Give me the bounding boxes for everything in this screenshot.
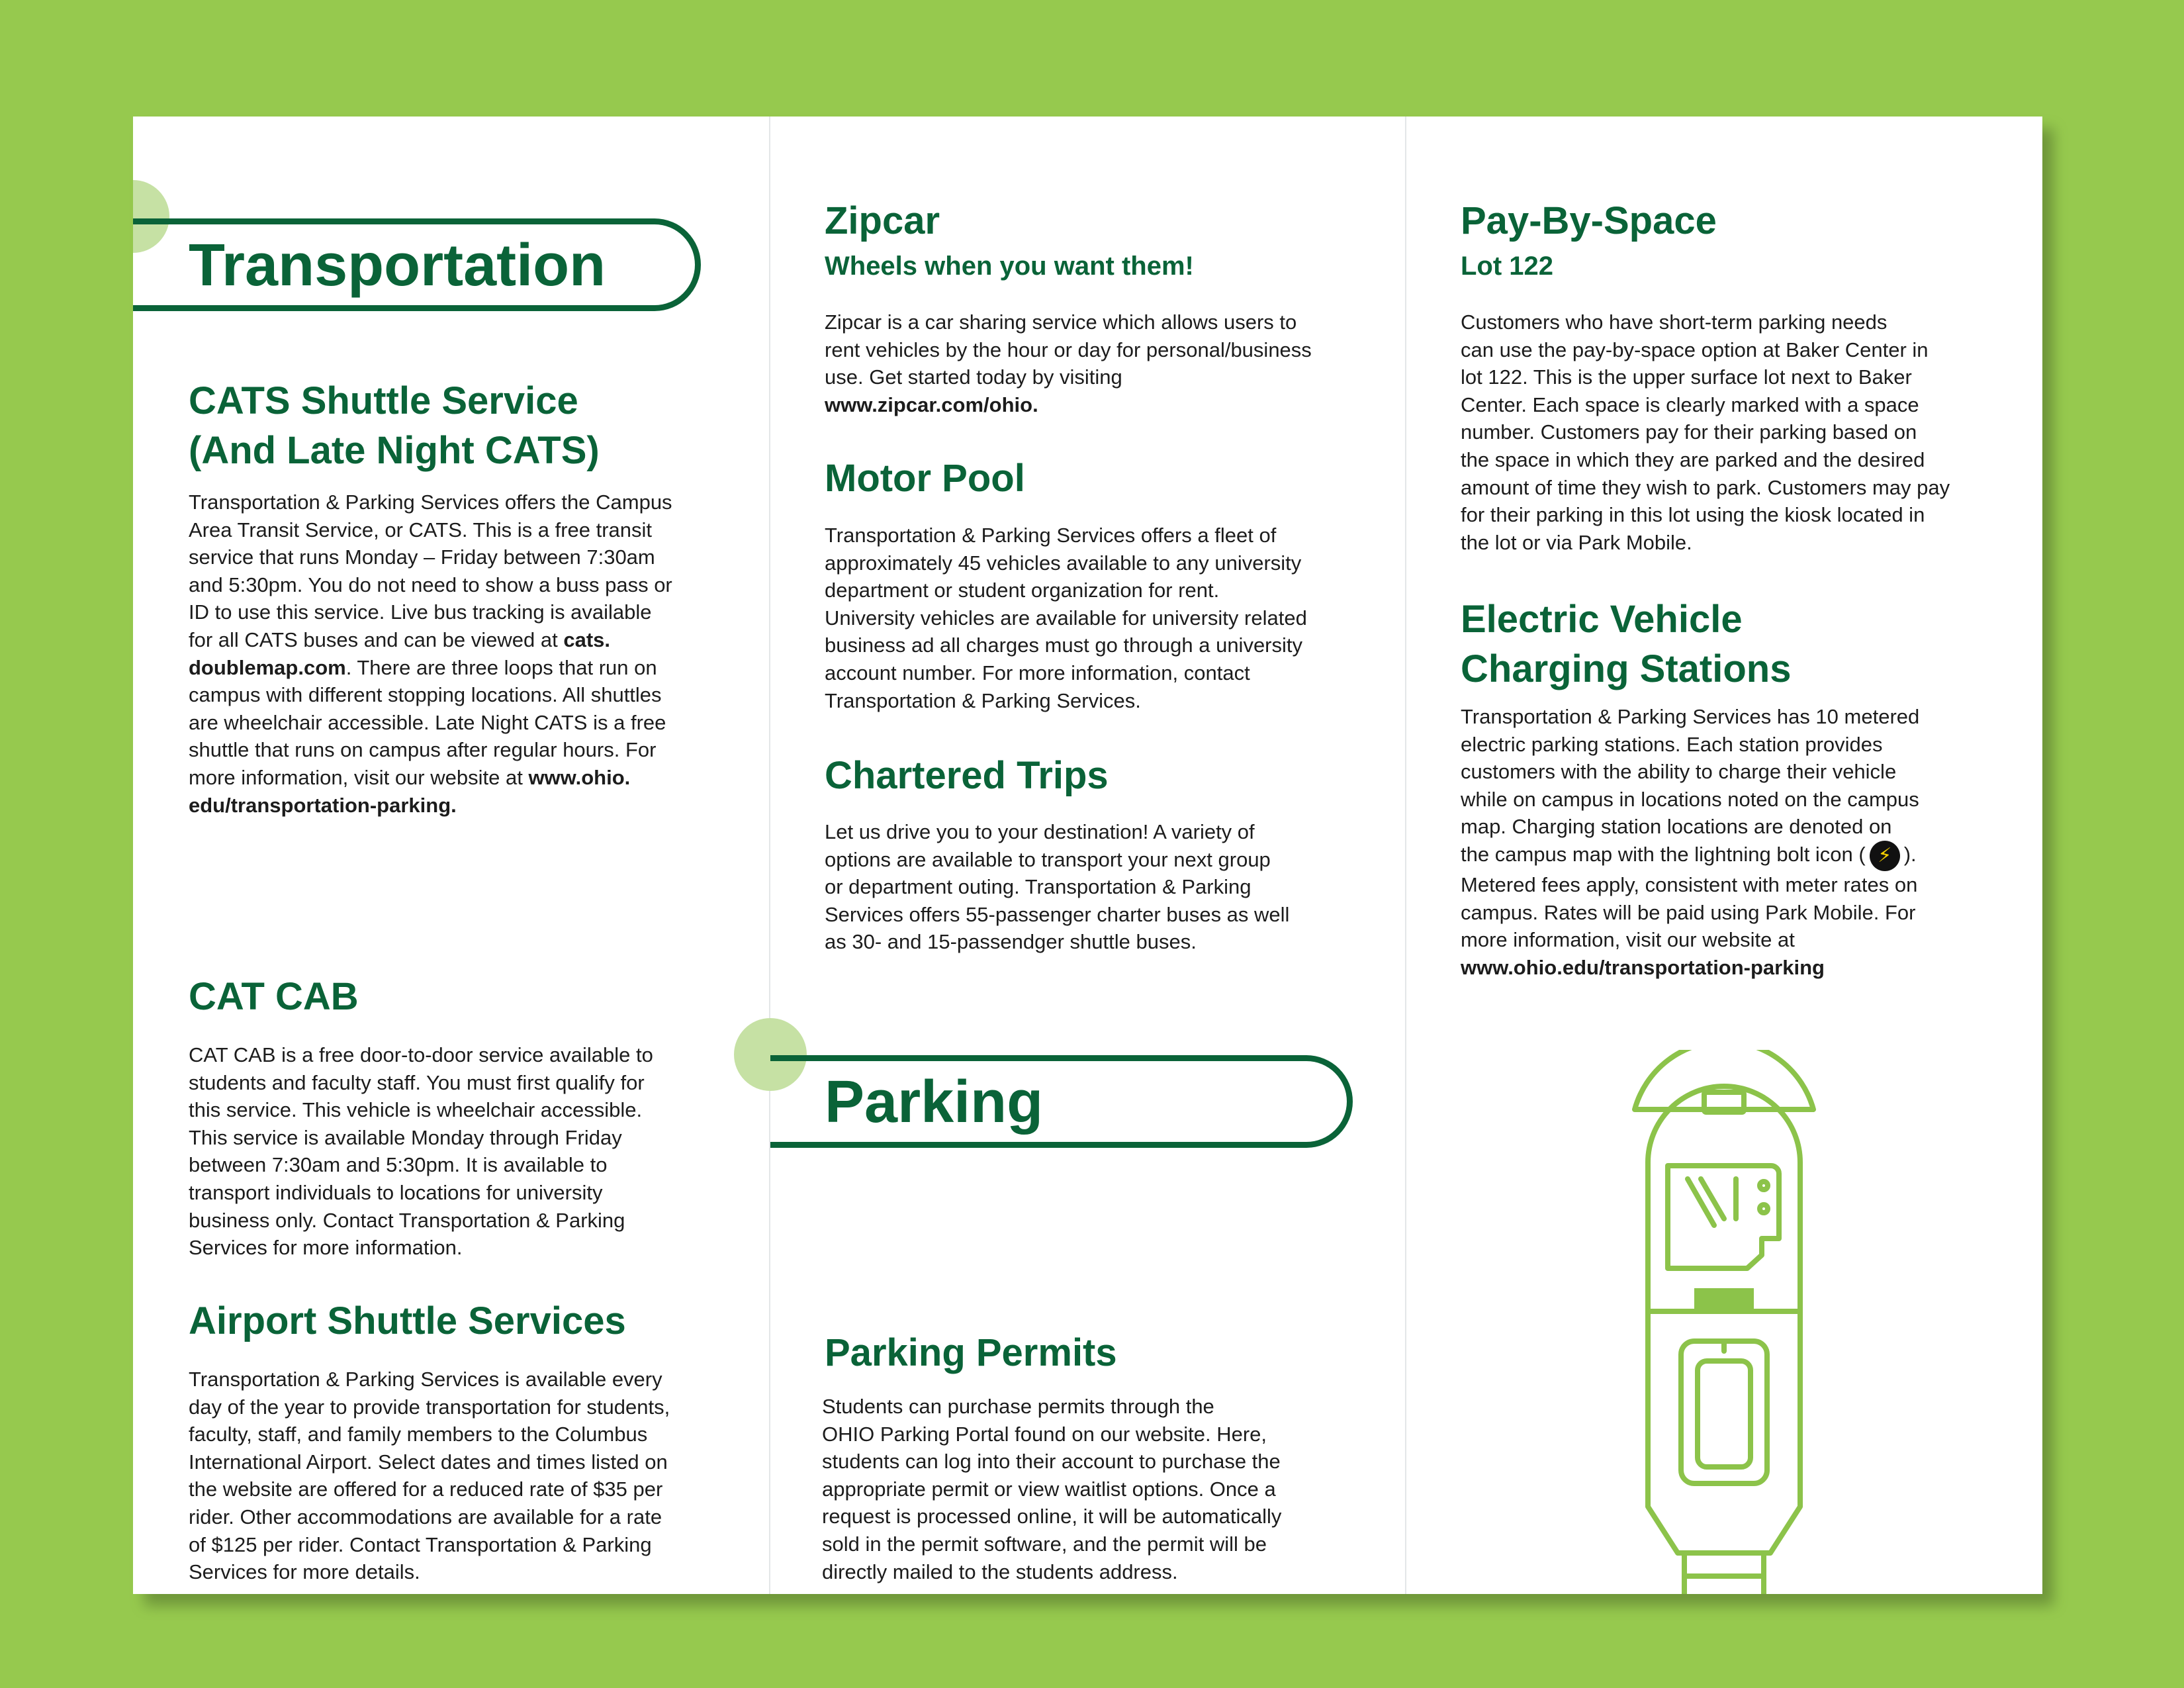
- website-link-part2[interactable]: edu/transportation-parking.: [189, 793, 457, 817]
- zipcar-title: Zipcar: [825, 199, 940, 242]
- zipcar-subtitle: Wheels when you want them!: [825, 252, 1194, 281]
- parking-permits-title: Parking Permits: [825, 1331, 1117, 1374]
- cats-title-line1: CATS Shuttle Service: [189, 379, 578, 422]
- motor-pool-body: Transportation & Parking Services offers a fleet of approximately 45 vehicles available to any university department or student organization for rent. University vehicles are available for university related business ad all charges must go through a university account number. For more information, contact Transportation & Parking Services.: [825, 524, 1307, 712]
- website-link-part1[interactable]: www.ohio.: [528, 765, 631, 789]
- pay-by-space-body: Customers who have short-term parking needs can use the pay-by-space option at Baker Center in lot 122. This is the upper surface lot next to Baker Center. Each space is clearly marked with a space number. Customers pay for their parking based on the space in which they are parked and the desired amount of time they wish to park. Customers may pay for their parking in this lot using the kiosk located in the lot or via Park Mobile.: [1461, 310, 1950, 554]
- motor-pool-title: Motor Pool: [825, 457, 1025, 500]
- parking-permits-body: Students can purchase permits through the OHIO Parking Portal found on our website. Here, students can log into their account to purchase the appropriate permit or view waitlist options. Once a request is processed online, it will be automatically sold in the permit software, and the permit will be directly mailed to the students address.: [822, 1395, 1282, 1583]
- brochure-sheet: [133, 117, 2042, 1594]
- cats-title-line2: (And Late Night CATS): [189, 429, 600, 472]
- zipcar-link[interactable]: www.zipcar.com/ohio.: [825, 393, 1038, 416]
- cat-cab-body: CAT CAB is a free door-to-door service available to students and faculty staff. You must first qualify for this service. This vehicle is wheelchair accessible. This service is available Monday through Friday between 7:30am and 5:30pm. It is available to transport individuals to locations for university business only. Contact Transportation & Parking Services for more information.: [189, 1043, 653, 1260]
- lightning-bolt-icon: ⚡: [1870, 841, 1900, 871]
- section-title-transportation: Transportation: [189, 232, 606, 299]
- airport-body: Transportation & Parking Services is available every day of the year to provide transportation for students, faculty, staff, and family members to the Columbus International Airport. Select dates and times listed on the website are offered for a reduced rate of $35 per rider. Other accommodations are available for a rate of $125 per rider. Contact Transportation & Parking Services for more details.: [189, 1368, 670, 1584]
- chartered-trips-title: Chartered Trips: [825, 754, 1109, 797]
- pay-by-space-subtitle: Lot 122: [1461, 252, 1554, 281]
- panel-middle: [769, 117, 1406, 1594]
- cats-link-part2[interactable]: doublemap.com: [189, 655, 346, 679]
- panel-right: [1405, 117, 2042, 1594]
- panel-left: [133, 117, 769, 1594]
- airport-title: Airport Shuttle Services: [189, 1299, 626, 1342]
- parking-meter-icon: [1615, 1050, 1833, 1594]
- cats-link-part1[interactable]: cats.: [563, 628, 611, 651]
- ev-title-line2: Charging Stations: [1461, 647, 1792, 690]
- cats-body: Transportation & Parking Services offers the Campus Area Transit Service, or CATS. This is a free transit service that runs Monday – Friday between 7:30am and 5:30pm. You do not need to show a buss pass or ID to use this service. Live bus tracking is available for all CATS buses and can be viewed at cats. doublemap.com. There are three loops that run on campus with different stopping locations. All shuttles are wheelchair accessible. Late Night CATS is a free shuttle that runs on campus after regular hours. For more information, visit our website at www.ohio. edu/transportation-parking.: [189, 491, 672, 817]
- cat-cab-title: CAT CAB: [189, 975, 359, 1018]
- ev-title-line1: Electric Vehicle: [1461, 598, 1743, 641]
- zipcar-body: Zipcar is a car sharing service which allows users to rent vehicles by the hour or day for personal/business use. Get started today by visiting www.zipcar.com/ohio.: [825, 310, 1312, 416]
- pay-by-space-title: Pay-By-Space: [1461, 199, 1717, 242]
- ev-body: Transportation & Parking Services has 10 metered electric parking stations. Each station provides customers with the ability to charge their vehicle while on campus in locations noted on the campus map. Charging station locations are denoted on the campus map with the lightning bolt icon ( ⚡ ). Metered fees apply, consistent with meter rates on campus. Rates will be paid using Park Mobile. For more information, visit our website at www.ohio.edu/transportation-parking: [1461, 705, 1920, 979]
- chartered-trips-body: Let us drive you to your destination! A variety of options are available to transport your next group or department outing. Transportation & Parking Services offers 55-passenger charter buses as well as 30- and 15-passendger shuttle buses.: [825, 820, 1290, 954]
- section-title-parking: Parking: [825, 1069, 1044, 1135]
- ev-website-link[interactable]: www.ohio.edu/transportation-parking: [1461, 955, 1825, 979]
